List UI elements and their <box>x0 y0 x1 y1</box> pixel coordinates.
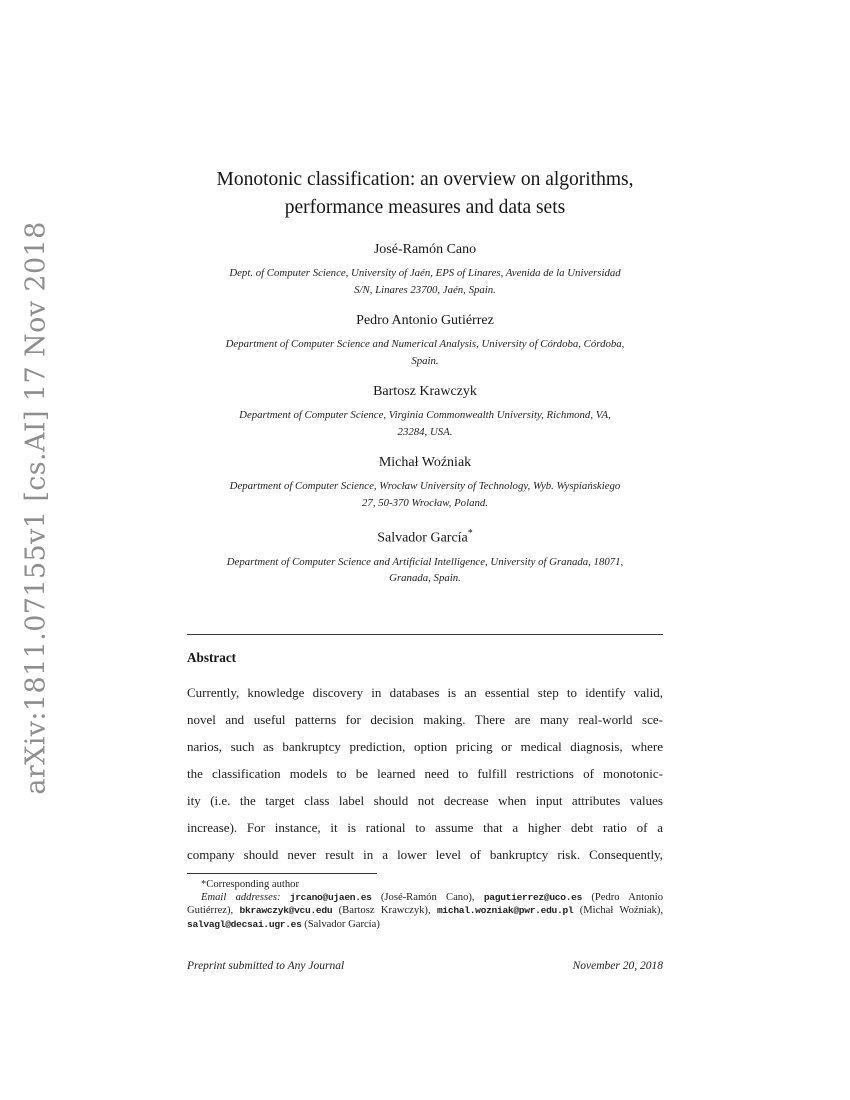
email-owner: (Michał Woźniak), <box>573 905 663 917</box>
affiliation-line: S/N, Linares 23700, Jaén, Spain. <box>354 283 496 296</box>
email-label: Email addresses: <box>201 892 290 904</box>
affiliation-line: Department of Computer Science, Wrocław University of Technology, Wyb. Wyspiańskiego <box>229 480 621 492</box>
abstract-line: novel and useful patterns for decision making. There are many real-world sce- <box>187 711 663 727</box>
paper-title <box>187 166 663 222</box>
affiliation-garcia <box>187 554 663 587</box>
footnote-block <box>187 873 663 932</box>
affiliation-line: Department of Computer Science and Numerical Analysis, University of Córdoba, Córdoba, <box>225 338 625 350</box>
abstract-top-rule <box>187 634 663 635</box>
abstract-line: increase). For instance, it is rational to assume that a higher debt ratio of a <box>187 819 663 835</box>
affiliation-line: Department of Computer Science and Artificial Intelligence, University of Granada, 18071, <box>226 555 624 568</box>
email-owner: (Pedro Antonio Gutiérrez), <box>187 892 663 917</box>
affiliation-wozniak <box>187 478 663 511</box>
arxiv-watermark: arXiv:1811.07155v1 [cs.AI] 17 Nov 2018 <box>20 221 52 795</box>
affiliation-line: Dept. of Computer Science, University of Jaén, EPS of Linares, Avenida de la Universidad <box>229 267 621 279</box>
email-address: michal.wozniak@pwr.edu.pl <box>436 905 574 917</box>
abstract-line: company should never result in a lower level of bankruptcy risk. Consequently, <box>187 846 663 862</box>
affiliation-line: Spain. <box>411 354 439 367</box>
author-name-cano: José-Ramón Cano <box>373 242 477 257</box>
email-address: salvagl@decsai.ugr.es <box>187 918 302 930</box>
paper-title-line-1: Monotonic classification: an overview on algorithms, <box>216 169 634 190</box>
email-address: jrcano@ujaen.es <box>289 892 372 904</box>
abstract-line: narios, such as bankruptcy prediction, option pricing or medical diagnosis, where <box>187 738 663 754</box>
email-owner: (José-Ramón Cano), <box>371 892 484 904</box>
affiliation-krawczyk <box>187 407 663 440</box>
author-name-wozniak: Michał Woźniak <box>378 455 472 470</box>
affiliation-line: 27, 50-370 Wrocław, Poland. <box>362 496 488 509</box>
footer-preprint-note: Preprint submitted to Any Journal <box>187 960 345 972</box>
author-name-krawczyk: Bartosz Krawczyk <box>373 384 477 399</box>
abstract-line: ity (i.e. the target class label should not decrease when input attributes values <box>187 792 663 808</box>
footnote-rule <box>187 873 377 874</box>
affiliation-line: 23284, USA. <box>397 425 453 438</box>
affiliation-cano <box>187 265 663 298</box>
corresponding-author-mark: * <box>467 528 473 539</box>
email-address: bkrawczyk@vcu.edu <box>239 905 333 917</box>
affiliation-gutierrez <box>187 336 663 369</box>
paper-title-line-2: performance measures and data sets <box>284 197 566 218</box>
abstract-body <box>187 679 663 868</box>
affiliation-line: Department of Computer Science, Virginia Commonwealth University, Richmond, VA, <box>239 409 611 421</box>
email-address: pagutierrez@uco.es <box>483 892 583 904</box>
corresponding-author-note: *Corresponding author <box>201 878 299 890</box>
footer-date: November 20, 2018 <box>572 960 663 972</box>
author-name-garcia: Salvador García* <box>377 528 473 546</box>
email-owner: (Salvador García) <box>301 918 380 930</box>
email-owner: (Bartosz Krawczyk), <box>332 905 437 917</box>
footnote-text <box>187 878 663 932</box>
email-addresses-note <box>187 891 663 931</box>
abstract-line: the classification models to be learned need to fulfill restrictions of monotonic- <box>187 765 663 781</box>
author-name-gutierrez: Pedro Antonio Gutiérrez <box>356 313 494 328</box>
affiliation-line: Granada, Spain. <box>389 572 461 585</box>
abstract-line: Currently, knowledge discovery in databases is an essential step to identify valid, <box>187 684 663 700</box>
abstract-heading: Abstract <box>187 649 237 665</box>
page-footer <box>187 960 663 972</box>
paper-content <box>187 0 663 931</box>
